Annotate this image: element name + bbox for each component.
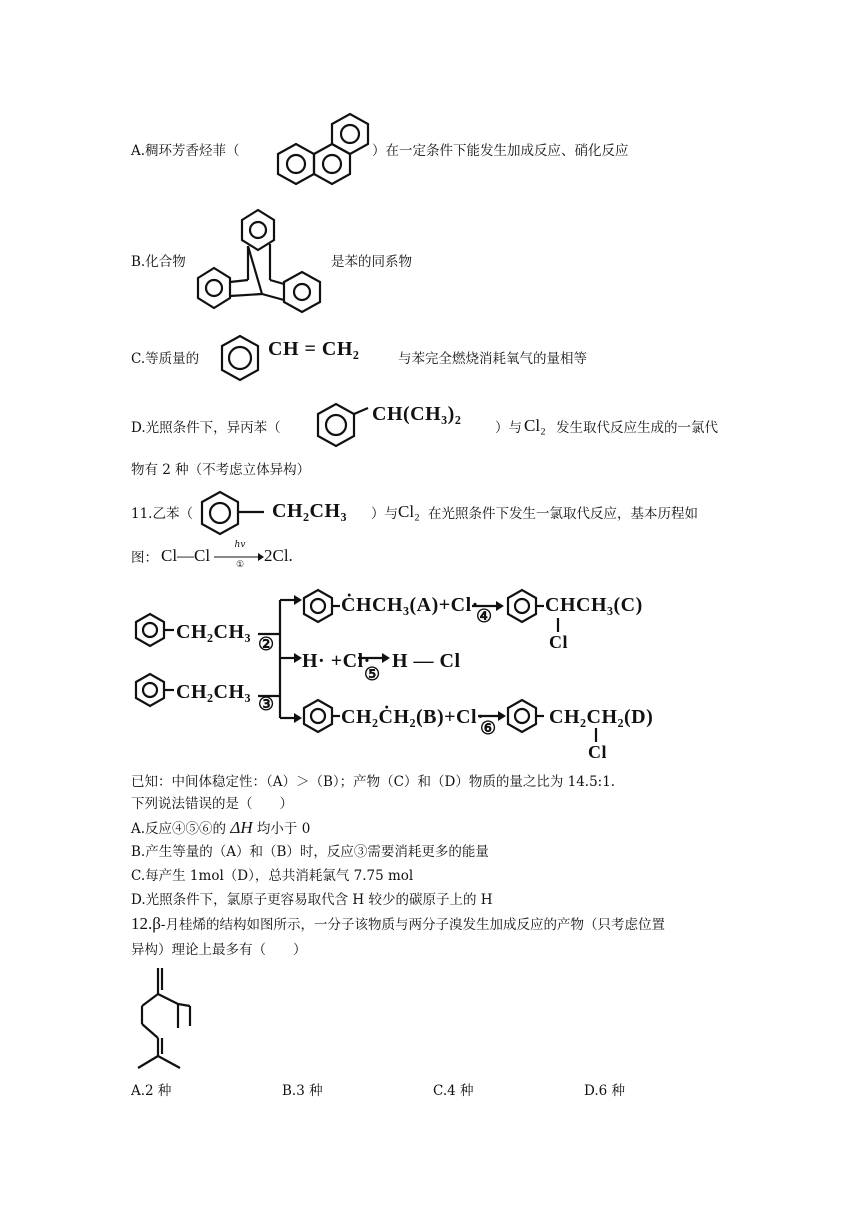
scheme-cl-c: Cl bbox=[549, 632, 568, 652]
q11-stem-pre: 11.乙苯（ bbox=[131, 506, 193, 522]
q11-stem-post-a: ）与 bbox=[371, 506, 398, 522]
q10-option-a bbox=[131, 141, 240, 161]
q12-stem-line2: 异构）理论上最多有（ ） bbox=[131, 942, 307, 958]
q11-opt-a-sym: ΔH bbox=[230, 818, 253, 837]
scheme-benzene-c bbox=[508, 590, 544, 622]
scheme-step3: ③ bbox=[258, 694, 275, 714]
q11-stem-chem: CH₂CH₃ bbox=[272, 500, 347, 522]
q10-c-chem: CH = CH₂ bbox=[268, 338, 360, 360]
scheme-mid-radicals: H· +Cl· bbox=[302, 650, 371, 672]
scheme-benzene-a bbox=[304, 590, 340, 622]
q10-b-pre: B.化合物 bbox=[131, 254, 186, 270]
q12-option-d: D.6 种 bbox=[584, 1083, 626, 1099]
ethylbenzene-ring bbox=[194, 490, 266, 540]
q10-d-cl2: Cl₂ bbox=[524, 416, 546, 435]
q11-question: 下列说法错误的是（ ） bbox=[131, 796, 293, 812]
q10-a-post: ）在一定条件下能发生加成反应、硝化反应 bbox=[372, 143, 629, 159]
cumene-ring bbox=[310, 402, 370, 452]
q10-c-pre: C.等质量的 bbox=[131, 351, 200, 367]
q11-known: 已知：中间体稳定性：（A）＞（B）；产物（C）和（D）物质的量之比为 14.5:1. bbox=[131, 774, 616, 790]
q11-opt-a-post: 均小于 0 bbox=[256, 821, 311, 837]
scheme-intermediate-b: CH₂ĊH₂(B)+Cl· bbox=[341, 706, 485, 728]
scheme-step5: ⑤ bbox=[364, 664, 381, 684]
q10-a-pre: A.稠环芳香烃菲（ bbox=[131, 143, 240, 159]
q12-stem-beta: 12.β bbox=[131, 914, 161, 933]
scheme-step4: ④ bbox=[476, 606, 493, 626]
scheme-step6: ⑥ bbox=[480, 718, 497, 738]
phenanthrene-structure bbox=[250, 104, 370, 192]
q10-d-pre: D.光照条件下，异丙苯（ bbox=[131, 420, 281, 436]
q12-stem-rest: -月桂烯的结构如图所示，一分子该物质与两分子溴发生加成反应的产物（只考虑位置 bbox=[160, 917, 665, 933]
q12-option-b: B.3 种 bbox=[282, 1083, 323, 1099]
triptycene-structure bbox=[192, 202, 332, 320]
q11-step1-num: ① bbox=[235, 560, 245, 570]
q10-d-post-b: 发生取代反应生成的一氯代 bbox=[556, 420, 718, 436]
scheme-benzene-b bbox=[304, 700, 340, 732]
q11-step1-left: Cl—Cl bbox=[161, 546, 211, 565]
scheme-step2: ② bbox=[258, 634, 275, 654]
scheme-reactant-1: CH₂CH₃ bbox=[176, 621, 251, 643]
scheme-reactant-2: CH₂CH₃ bbox=[176, 681, 251, 703]
q11-step1-hv: hv bbox=[234, 540, 246, 550]
q10-c-post: 与苯完全燃烧消耗氧气的量相等 bbox=[398, 351, 587, 367]
q11-stem-post-b: 在光照条件下发生一氯取代反应，基本历程如 bbox=[428, 506, 698, 522]
q11-step1-pre: 图： bbox=[131, 550, 158, 566]
q11-option-a bbox=[131, 818, 310, 839]
q11-option-b: B.产生等量的（A）和（B）时，反应③需要消耗更多的能量 bbox=[131, 844, 489, 860]
scheme-intermediate-a: ĊHCH₃(A)+Cl· bbox=[341, 594, 479, 616]
q10-d-post-a: ）与 bbox=[495, 420, 522, 436]
scheme-cl-d: Cl bbox=[588, 742, 607, 762]
q10-d-chem: CH(CH₃)₂ bbox=[372, 403, 462, 425]
q11-step1-right: 2Cl. bbox=[264, 546, 293, 565]
styrene-ring bbox=[214, 332, 268, 386]
scheme-product-c: CHCH₃(C) bbox=[545, 594, 643, 616]
q12-option-a: A.2 种 bbox=[131, 1083, 172, 1099]
q10-b-post: 是苯的同系物 bbox=[331, 254, 412, 270]
scheme-product-d: CH₂CH₂(D) bbox=[549, 706, 654, 728]
q11-option-d: D.光照条件下，氯原子更容易取代含 H 较少的碳原子上的 H bbox=[131, 892, 493, 908]
scheme-benzene-d bbox=[508, 700, 544, 732]
myrcene-structure bbox=[128, 964, 198, 1074]
q11-option-c: C.每产生 1mol（D），总共消耗氯气 7.75 mol bbox=[131, 868, 414, 884]
q10-d-line2: 物有 2 种（不考虑立体异构） bbox=[131, 462, 311, 478]
scheme-mid-product: H — Cl bbox=[392, 650, 461, 672]
q11-opt-a-pre: A.反应④⑤⑥的 bbox=[131, 821, 227, 837]
q12-option-c: C.4 种 bbox=[433, 1083, 474, 1099]
q11-stem-cl2: Cl₂ bbox=[398, 502, 420, 521]
q12-stem bbox=[131, 914, 665, 935]
scheme-benzene-2 bbox=[136, 674, 174, 706]
scheme-benzene-1 bbox=[136, 614, 174, 646]
